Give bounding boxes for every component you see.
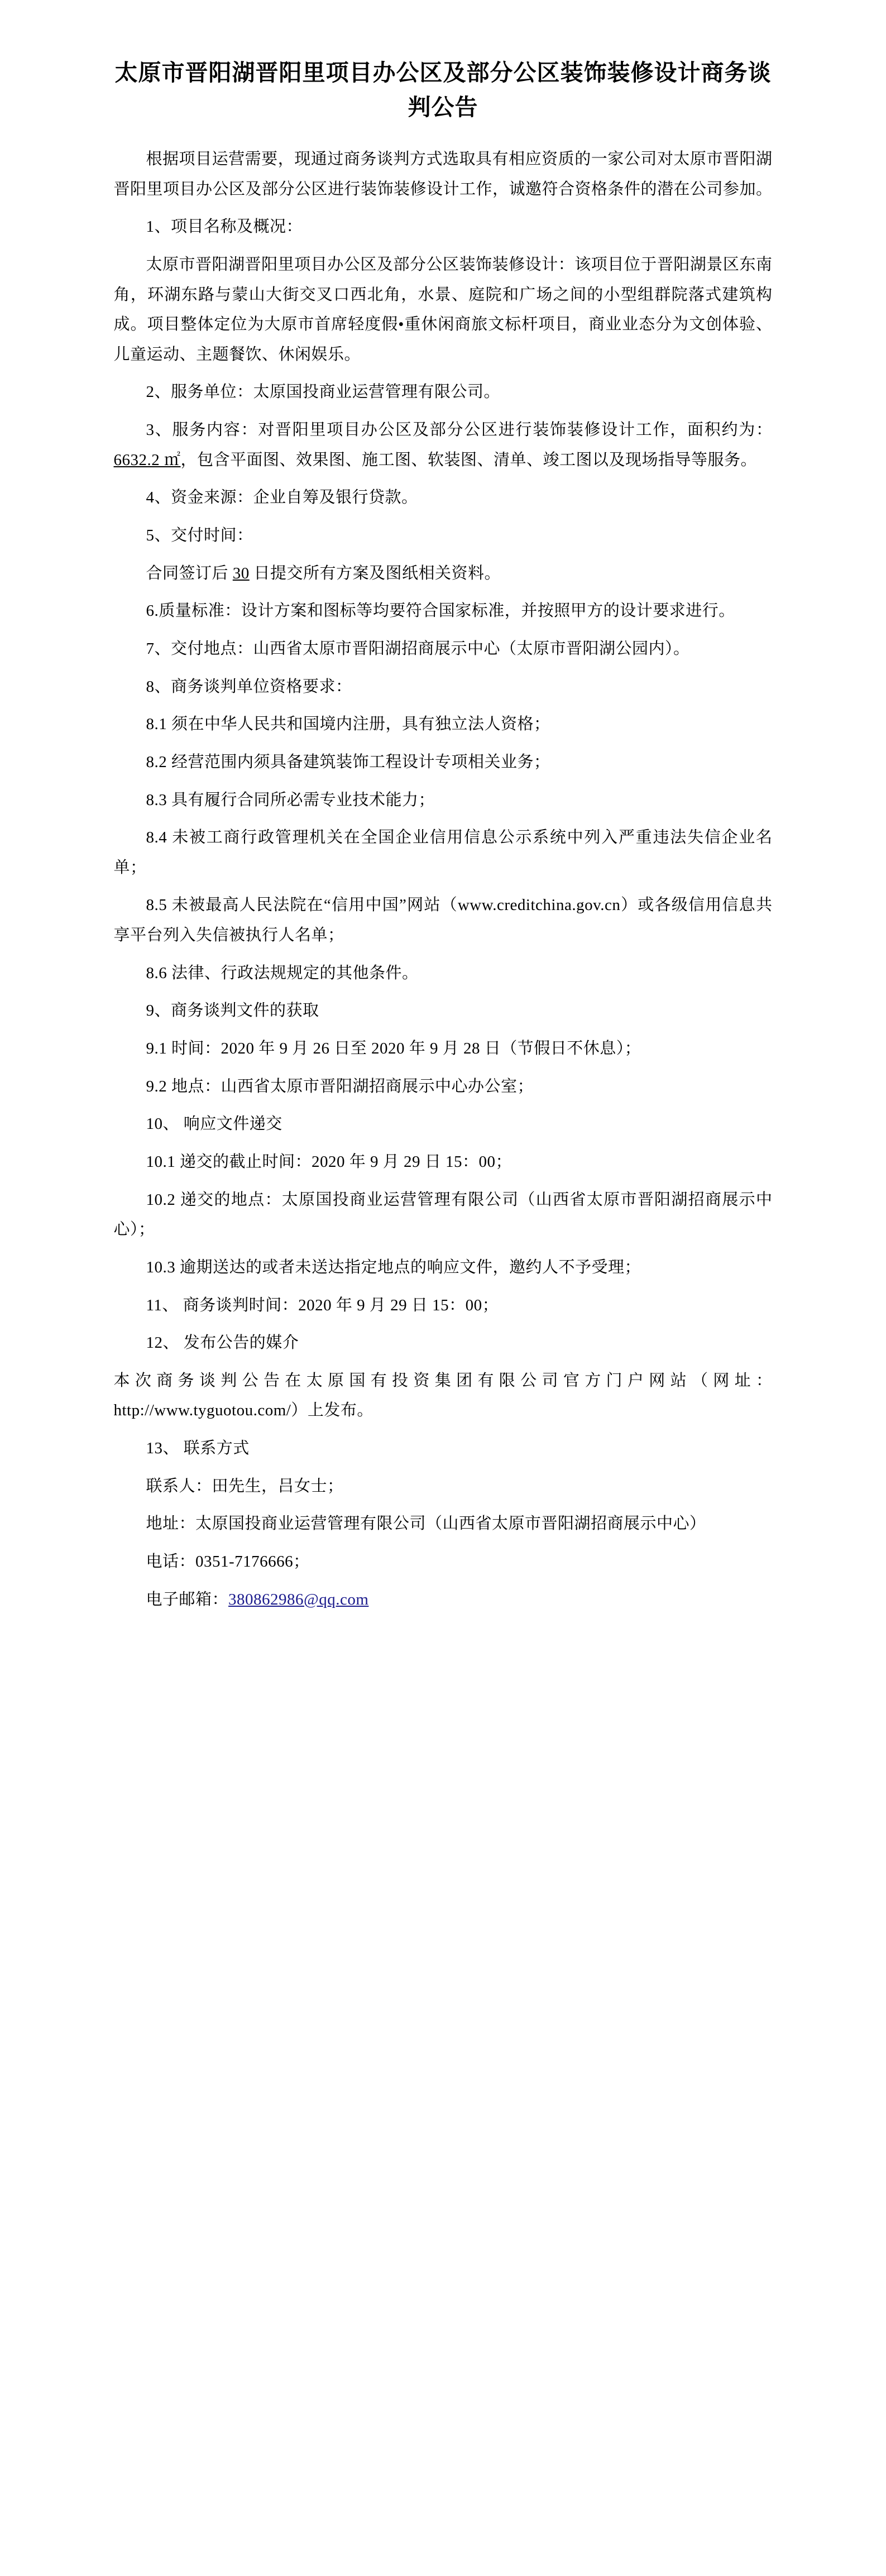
paragraph-item-6: 6.质量标准：设计方案和图标等均要符合国家标准，并按照甲方的设计要求进行。 — [146, 602, 735, 620]
paragraph-item-5-body: 合同签订后 30 日提交所有方案及图纸相关资料。 — [146, 564, 501, 582]
paragraph-item-13-address: 地址：太原国投商业运营管理有限公司（山西省太原市晋阳湖招商展示中心） — [146, 1515, 706, 1533]
paragraph-item-8: 8、商务谈判单位资格要求： — [146, 677, 352, 696]
paragraph-item-11: 11、 商务谈判时间：2020 年 9 月 29 日 15：00； — [146, 1296, 499, 1314]
paragraph-item-10: 10、 响应文件递交 — [146, 1115, 282, 1133]
paragraph-item-12: 12、 发布公告的媒介 — [146, 1334, 299, 1352]
paragraph-item-10-3: 10.3 逾期送达的或者未送达指定地点的响应文件，邀约人不予受理； — [146, 1258, 641, 1276]
underlined-value: 6632.2 ㎡ — [113, 451, 181, 469]
paragraph-item-9: 9、商务谈判文件的获取 — [146, 1002, 319, 1020]
paragraph-item-10-2: 10.2 递交的地点：太原国投商业运营管理有限公司（山西省太原市晋阳湖招商展示中心）； — [113, 1190, 773, 1239]
paragraph-intro: 根据项目运营需要，现通过商务谈判方式选取具有相应资质的一家公司对太原市晋阳湖晋阳里项目办公区及部分公区进行装饰装修设计工作，诚邀符合资格条件的潜在公司参加。 — [113, 150, 773, 198]
paragraph-item-10-1: 10.1 递交的截止时间：2020 年 9 月 29 日 15：00； — [146, 1152, 513, 1171]
paragraph-item-12-body: 本次商务谈判公告在太原国有投资集团有限公司官方门户网站（网址：http://www.tyguotou.com/）上发布。 — [113, 1371, 773, 1420]
paragraph-item-8-5: 8.5 未被最高人民法院在“信用中国”网站（www.creditchina.gov.cn）或各级信用信息共享平台列入失信被执行人名单； — [113, 896, 773, 945]
paragraph-item-13-phone: 电话：0351-7176666； — [146, 1552, 310, 1571]
paragraph-item-1-body: 太原市晋阳湖晋阳里项目办公区及部分公区装饰装修设计：该项目位于晋阳湖景区东南角，环湖东路与蒙山大街交叉口西北角，水景、庭院和广场之间的小型组群院落式建筑构成。项目整体定位为大原市首席轻度假•重休闲商旅文标杆项目，商业业态分为文创体验、儿童运动、主题餐饮、休闲娱乐。 — [113, 255, 773, 363]
email-link[interactable]: 380862986@qq.com — [228, 1590, 369, 1608]
document-body — [114, 145, 773, 1615]
paragraph-item-8-3: 8.3 具有履行合同所必需专业技术能力； — [146, 791, 435, 809]
paragraph-item-3: 3、服务内容：对晋阳里项目办公区及部分公区进行装饰装修设计工作，面积约为：6632.2 ㎡，包含平面图、效果图、施工图、软装图、清单、竣工图以及现场指导等服务。 — [113, 421, 773, 469]
paragraph-item-8-6: 8.6 法律、行政法规规定的其他条件。 — [146, 964, 419, 982]
paragraph-item-13-email: 电子邮箱：380862986@qq.com — [146, 1590, 369, 1608]
paragraph-item-5: 5、交付时间： — [146, 526, 253, 545]
paragraph-item-9-2: 9.2 地点：山西省太原市晋阳湖招商展示中心办公室； — [146, 1077, 534, 1095]
paragraph-item-2: 2、服务单位：太原国投商业运营管理有限公司。 — [146, 383, 501, 401]
paragraph-item-8-1: 8.1 须在中华人民共和国境内注册，具有独立法人资格； — [146, 715, 550, 734]
paragraph-item-8-2: 8.2 经营范围内须具备建筑装饰工程设计专项相关业务； — [146, 753, 550, 771]
paragraph-item-8-4: 8.4 未被工商行政管理机关在全国企业信用信息公示系统中列入严重违法失信企业名单； — [113, 829, 773, 877]
paragraph-item-13-contact: 联系人：田先生，吕女士； — [146, 1477, 344, 1495]
paragraph-item-7: 7、交付地点：山西省太原市晋阳湖招商展示中心（太原市晋阳湖公园内）。 — [146, 639, 690, 658]
paragraph-item-1-head: 1、项目名称及概况： — [146, 218, 303, 236]
underlined-value: 30 — [232, 564, 250, 582]
page-title: 太原市晋阳湖晋阳里项目办公区及部分公区装饰装修设计商务谈判公告 — [114, 60, 772, 120]
paragraph-item-9-1: 9.1 时间：2020 年 9 月 26 日至 2020 年 9 月 28 日（节假日不休息）； — [146, 1040, 641, 1058]
paragraph-item-4: 4、资金来源：企业自筹及银行贷款。 — [146, 489, 418, 507]
paragraph-item-13: 13、 联系方式 — [146, 1439, 250, 1458]
